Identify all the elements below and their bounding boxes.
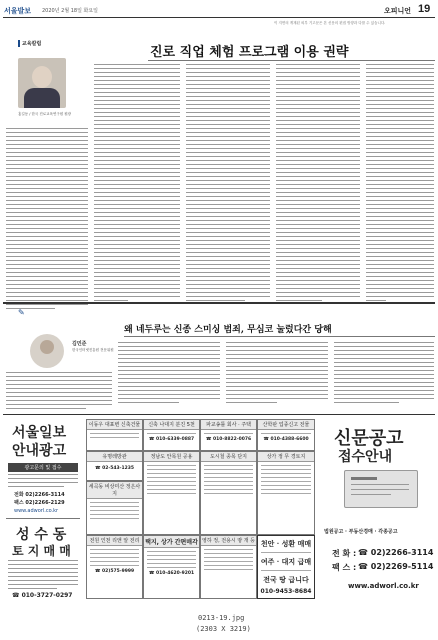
essay-text-col-1 xyxy=(6,372,112,412)
ad-cell-9-title: 상가 정 무 경토지 xyxy=(258,452,314,462)
ad-cell-2-phone: ☎ 010-6339-0887 xyxy=(148,437,195,442)
notice-phone: ☎ 02)2266-3114 xyxy=(358,548,434,557)
ad-cell-11 xyxy=(143,535,200,599)
portrait-caption: 홍길동 / 한국 진로교육연구원 원장 xyxy=(18,112,71,116)
ad-cell-2 xyxy=(143,419,200,451)
essay-author-caption: 한국인터넷진흥원 전문위원 xyxy=(72,348,114,352)
essay-author-photo xyxy=(30,334,64,368)
ad-cell-4-title: 산학판 업종신고 전물 xyxy=(258,420,314,430)
section-divider xyxy=(3,302,435,304)
column-text-col-1 xyxy=(6,128,88,312)
ad-cell-12-title: 영하 정, 전용시 땅 개 등 xyxy=(201,538,255,544)
ad-cell-10-title: 전원 인천 리앤 알 전리 xyxy=(87,536,142,546)
column-text-col-2 xyxy=(94,64,180,304)
ad-cell-1-title: 이동우 대표변 신축건물 xyxy=(88,422,141,428)
essay-text-col-2 xyxy=(118,342,220,406)
ad-cell-7-title: 정남도 안목원 공용 xyxy=(144,452,199,462)
headline-rule xyxy=(148,60,435,61)
essay-author-name: 김민준 xyxy=(72,341,87,347)
ad-cell-6 xyxy=(86,481,143,535)
ad-cell-5-phone: ☎ 02-543-1235 xyxy=(94,466,135,471)
essay-headline: 왜 네두루는 신종 스미싱 범죄, 무심코 눌렀다간 당해 xyxy=(124,325,332,335)
big-land-ad xyxy=(257,535,315,599)
guide-notice-lines xyxy=(8,474,78,490)
ad-cell-4-phone: ☎ 010-4388-6600 xyxy=(263,437,309,442)
column-text-col-3 xyxy=(186,64,270,304)
file-id: 0213-19.jpg xyxy=(198,614,245,622)
column-text-col-5 xyxy=(366,64,434,304)
ad-cell-4 xyxy=(257,419,315,451)
ad-cell-12 xyxy=(200,535,257,599)
ad-cell-6-title: 세곡동 비상미산 정은사지 xyxy=(88,484,141,497)
land-subtitle: 토 지 매 매 xyxy=(12,544,71,558)
ad-cell-3 xyxy=(200,419,257,451)
page-number: 19 xyxy=(418,3,431,15)
land-title: 성 수 동 xyxy=(16,527,67,543)
ads-divider xyxy=(3,414,435,415)
notice-body: 법원공고 · 부동산경매 · 각종공고 xyxy=(324,529,398,535)
ad-cell-9 xyxy=(257,451,315,535)
notice-web: www.adworl.co.kr xyxy=(348,582,419,590)
guide-web: www.adworl.co.kr xyxy=(14,508,59,514)
image-dimensions: (2303 X 3219) xyxy=(196,625,251,633)
land-ad-border xyxy=(6,518,80,519)
ad-cell-10 xyxy=(86,535,143,599)
masthead-note: 이 지면의 게재된 외부 기고문은 본 신문의 편집 방향과 다를 수 있습니다. xyxy=(274,21,386,25)
column-text-col-4 xyxy=(276,64,360,304)
masthead-date: 2020년 2월 18일 화요일 xyxy=(42,8,99,14)
ad-cell-11-phone: ☎ 010-4620-9201 xyxy=(148,571,195,576)
land-ad-lines xyxy=(8,560,78,592)
land-phone: ☎ 010-3727-0297 xyxy=(12,592,73,599)
ad-cell-5-title: 유명레방관 xyxy=(87,452,142,462)
ad-cell-1 xyxy=(86,419,143,451)
ad-cell-10-phone: ☎ 02)575-9999 xyxy=(94,569,135,574)
column-headline: 진로 직업 체험 프로그램 이용 권략 xyxy=(150,45,349,60)
author-portrait xyxy=(18,58,66,108)
essay-headline-rule xyxy=(124,336,435,337)
ad-cell-3-title: 파교송틀 회사 · 주택 xyxy=(201,420,256,430)
ad-cell-8 xyxy=(200,451,257,535)
guide-subtitle: 안내광고 xyxy=(12,443,67,459)
masthead-brand: 서울발보 xyxy=(4,8,32,15)
ad-cell-2-title: 신축 나대지 분진 5천 xyxy=(144,420,199,430)
guide-phone-2: 팩스 02)2266-2129 xyxy=(14,500,65,506)
column-kicker: 교육칼럼 xyxy=(18,40,41,47)
newspaper-illustration xyxy=(344,470,418,508)
guide-phone-1: 전화 02)2266-3114 xyxy=(14,492,65,498)
ad-cell-11-title: 택지, 상가 간편매각 xyxy=(144,536,199,548)
notice-subtitle: 접수안내 xyxy=(338,449,393,465)
ad-cell-8-title: 도시철 종목 단지 xyxy=(201,452,256,462)
notice-title: 신문공고 xyxy=(334,428,404,449)
ad-cell-3-phone: ☎ 010-8822-0076 xyxy=(205,437,252,442)
big-ad-title: 천안 · 성환 매매 xyxy=(260,539,312,548)
masthead-rule xyxy=(3,17,435,18)
big-ad-phone: 010-9453-8684 xyxy=(260,588,312,595)
ad-cell-5 xyxy=(86,451,143,481)
masthead-section: 오피니언 xyxy=(384,8,412,15)
notice-phone-label: 전 화 : xyxy=(332,549,357,558)
big-ad-bottom: 전국 땅 급니다 xyxy=(263,575,309,584)
ad-cell-7 xyxy=(143,451,200,535)
big-ad-line: 여주 · 대지 급매 xyxy=(260,557,312,566)
guide-label: 광고문의 및 접수 xyxy=(8,463,78,472)
essay-text-col-3 xyxy=(226,342,328,406)
essay-logo-icon: ✎ xyxy=(18,308,25,317)
essay-text-col-4 xyxy=(334,342,434,406)
notice-fax: ☎ 02)2269-5114 xyxy=(358,562,434,571)
guide-title: 서울일보 xyxy=(12,425,67,441)
notice-fax-label: 팩 스 : xyxy=(332,563,357,572)
